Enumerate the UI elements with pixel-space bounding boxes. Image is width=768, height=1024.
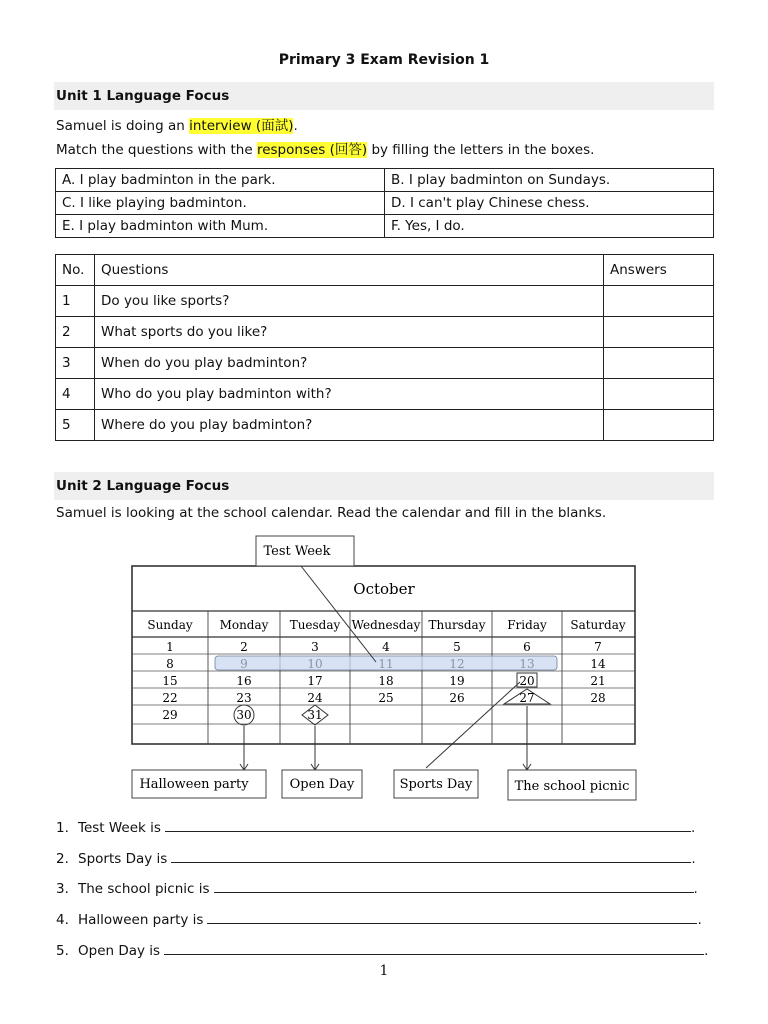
date-cell: 17 [307, 674, 323, 688]
intro-text: Samuel is doing an [56, 118, 190, 134]
table-row [56, 379, 714, 410]
blank-answer-line[interactable] [164, 940, 704, 955]
day-header: Saturday [570, 618, 626, 632]
school-calendar [126, 534, 646, 804]
answer-box[interactable] [604, 317, 714, 348]
date-cell: 4 [382, 640, 390, 654]
question-no: 1 [56, 286, 95, 317]
date-cell: 23 [236, 691, 252, 705]
blank-prompt: Halloween party is [78, 912, 204, 928]
question-text: Where do you play badminton? [95, 410, 604, 441]
unit1-instruction-line [56, 138, 594, 158]
label-sports-day-text: Sports Day [399, 777, 473, 792]
table-row [56, 286, 714, 317]
date-cell: 30 [236, 708, 252, 722]
blank-number: 1. [56, 820, 69, 836]
option-f: F. Yes, I do. [385, 215, 714, 238]
date-cell: 5 [453, 640, 461, 654]
date-cell: 19 [449, 674, 465, 688]
blank-period: . [704, 943, 709, 959]
date-cell: 11 [378, 657, 394, 671]
instruction-end: by filling the letters in the boxes. [367, 142, 595, 158]
blank-row [56, 878, 698, 897]
blank-answer-line[interactable] [214, 878, 694, 893]
date-cell: 7 [594, 640, 602, 654]
page-title: Primary 3 Exam Revision 1 [278, 52, 490, 68]
day-header: Sunday [147, 618, 193, 632]
calendar-month: October [353, 580, 415, 598]
date-cell: 16 [236, 674, 252, 688]
date-cell: 28 [590, 691, 606, 705]
day-header: Friday [507, 618, 547, 632]
option-e: E. I play badminton with Mum. [56, 215, 385, 238]
date-cell: 21 [590, 674, 606, 688]
date-cell: 9 [240, 657, 248, 671]
header-no: No. [56, 255, 95, 286]
options-row [56, 215, 714, 238]
table-row [56, 317, 714, 348]
date-cell: 12 [449, 657, 465, 671]
blank-prompt: Open Day is [78, 943, 161, 959]
blank-answer-line[interactable] [171, 848, 691, 863]
blank-number: 2. [56, 851, 69, 867]
page-number: 1 [379, 963, 389, 979]
unit2-heading: Unit 2 Language Focus [54, 472, 714, 500]
day-header: Thursday [428, 618, 486, 632]
blank-row [56, 817, 695, 836]
blank-answer-line[interactable] [165, 817, 691, 832]
response-options-table [55, 168, 714, 238]
date-cell: 6 [523, 640, 531, 654]
day-header: Wednesday [351, 618, 421, 632]
label-halloween-text: Halloween party [139, 777, 249, 792]
answer-box[interactable] [604, 286, 714, 317]
answer-box[interactable] [604, 410, 714, 441]
unit1-intro-line [56, 114, 298, 134]
blank-number: 5. [56, 943, 69, 959]
label-picnic-text: The school picnic [514, 779, 630, 794]
unit2-instruction: Samuel is looking at the school calendar. Read the calendar and fill in the blanks. [56, 505, 607, 521]
date-cell: 20 [519, 674, 535, 688]
blank-period: . [691, 851, 696, 867]
header-questions: Questions [95, 255, 604, 286]
question-no: 2 [56, 317, 95, 348]
day-header: Monday [219, 618, 269, 632]
question-text: Do you like sports? [95, 286, 604, 317]
intro-end: . [293, 118, 298, 134]
label-test-week-text: Test Week [263, 544, 331, 559]
questions-table [55, 254, 714, 441]
blank-prompt: The school picnic is [78, 881, 210, 897]
date-cell: 1 [166, 640, 174, 654]
blank-period: . [693, 881, 698, 897]
blank-row [56, 940, 708, 959]
options-row [56, 192, 714, 215]
date-cell: 15 [162, 674, 178, 688]
blank-period: . [690, 820, 696, 836]
date-cell: 31 [307, 708, 323, 722]
table-header-row [56, 255, 714, 286]
question-no: 3 [56, 348, 95, 379]
date-cell: 18 [378, 674, 394, 688]
blank-row [56, 909, 702, 928]
options-row [56, 169, 714, 192]
table-row [56, 348, 714, 379]
date-cell: 22 [162, 691, 178, 705]
blank-prompt: Test Week is [78, 820, 161, 836]
date-cell: 2 [240, 640, 248, 654]
blank-number: 4. [56, 912, 69, 928]
header-answers: Answers [604, 255, 714, 286]
blank-prompt: Sports Day is [78, 851, 168, 867]
question-text: Who do you play badminton with? [95, 379, 604, 410]
answer-box[interactable] [604, 379, 714, 410]
option-b: B. I play badminton on Sundays. [385, 169, 714, 192]
option-d: D. I can't play Chinese chess. [385, 192, 714, 215]
instruction-text: Match the questions with the [56, 142, 257, 158]
option-a: A. I play badminton in the park. [56, 169, 385, 192]
highlight-responses: responses (回答) [256, 142, 368, 158]
question-text: What sports do you like? [95, 317, 604, 348]
date-cell: 14 [590, 657, 606, 671]
blank-row [56, 848, 696, 867]
question-no: 4 [56, 379, 95, 410]
date-cell: 29 [162, 708, 178, 722]
highlight-interview: interview (面試) [189, 118, 294, 134]
date-cell: 10 [307, 657, 323, 671]
date-cell: 13 [519, 657, 535, 671]
day-header: Tuesday [289, 618, 341, 632]
answer-box[interactable] [604, 348, 714, 379]
date-cell: 3 [311, 640, 319, 654]
option-c: C. I like playing badminton. [56, 192, 385, 215]
blank-number: 3. [56, 881, 69, 897]
blank-period: . [697, 912, 702, 928]
question-no: 5 [56, 410, 95, 441]
label-open-day-text: Open Day [289, 777, 355, 792]
date-cell: 26 [449, 691, 465, 705]
blank-answer-line[interactable] [207, 909, 697, 924]
unit1-heading: Unit 1 Language Focus [54, 82, 714, 110]
date-cell: 27 [519, 691, 535, 705]
date-cell: 24 [307, 691, 323, 705]
table-row [56, 410, 714, 441]
date-cell: 25 [378, 691, 394, 705]
question-text: When do you play badminton? [95, 348, 604, 379]
date-cell: 8 [166, 657, 174, 671]
sports-day-arrow [426, 682, 520, 768]
